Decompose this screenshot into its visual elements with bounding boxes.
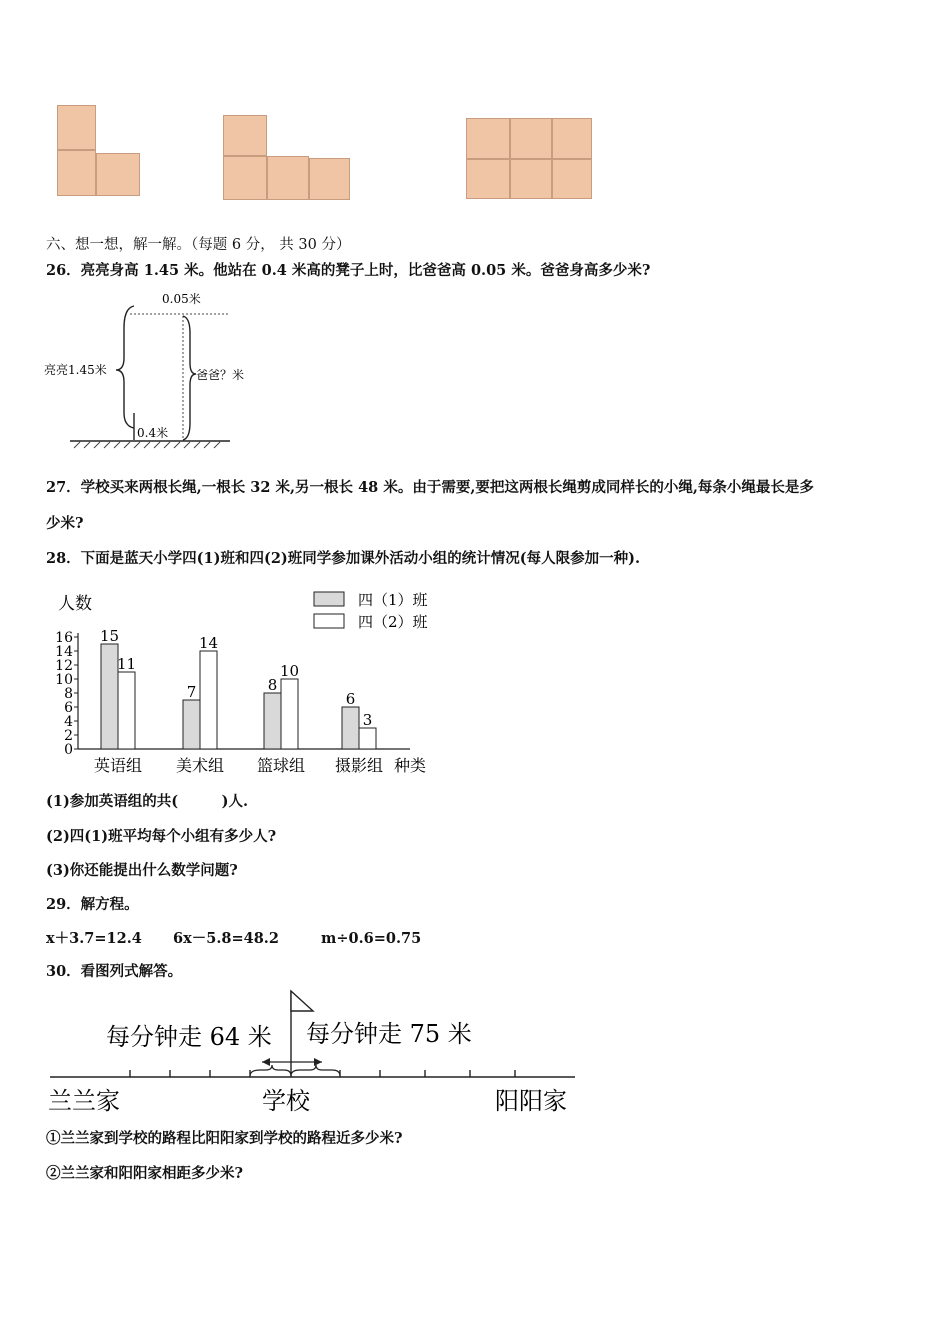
bar xyxy=(118,672,135,749)
liangliang-label: 亮亮1.45米 xyxy=(44,363,107,377)
place-yangyang: 阳阳家 xyxy=(495,1087,567,1115)
bar xyxy=(264,693,281,749)
question-28: 28．下面是蓝天小学四(1)班和四(2)班同学参加课外活动小组的统计情况(每人限参加一种). xyxy=(46,550,641,567)
bar-chart xyxy=(40,585,450,780)
question-30: 30．看图列式解答。 xyxy=(46,963,183,980)
bar-value-label: 6 xyxy=(345,690,356,708)
height-diagram xyxy=(40,288,270,453)
left-brace xyxy=(116,306,134,428)
y-tick-label: 4 xyxy=(64,714,73,730)
bar-value-label: 7 xyxy=(186,683,197,701)
block-square xyxy=(510,159,552,199)
right-brace xyxy=(183,316,196,440)
equation-1: x＋3.7=12.4 xyxy=(46,930,142,947)
bar xyxy=(281,679,298,749)
question-29: 29．解方程。 xyxy=(46,896,139,913)
legend-swatch xyxy=(314,592,344,606)
question-30-sub2: ②兰兰家和阳阳家相距多少米? xyxy=(46,1165,243,1182)
question-30-sub1: ①兰兰家到学校的路程比阳阳家到学校的路程近多少米? xyxy=(46,1130,403,1147)
y-tick-label: 0 xyxy=(64,742,73,758)
place-lanlan: 兰兰家 xyxy=(48,1087,120,1115)
category-label: 篮球组 xyxy=(256,756,306,775)
block-square xyxy=(96,153,140,196)
place-school: 学校 xyxy=(262,1087,310,1115)
question-28-sub2: (2)四(1)班平均每个小组有多少人? xyxy=(46,828,277,845)
block-square xyxy=(57,105,96,150)
legend-label: 四（2）班 xyxy=(358,613,428,631)
legend-label: 四（1）班 xyxy=(358,591,428,609)
question-28-sub1: (1)参加英语组的共( )人. xyxy=(46,793,249,810)
question-27-line1: 27．学校买来两根长绳,一根长 32 米,另一根长 48 米。由于需要,要把这两根长绳剪成同样长的小绳,每条小绳最长是多 xyxy=(46,479,814,496)
block-square xyxy=(466,159,510,199)
equation-3: m÷0.6=0.75 xyxy=(321,930,422,947)
block-square xyxy=(57,150,96,196)
bar-value-label: 15 xyxy=(99,627,120,645)
bar xyxy=(359,728,376,749)
x-axis-label: 种类 xyxy=(394,756,427,775)
stool-label: 0.4米 xyxy=(137,426,169,440)
y-tick-label: 12 xyxy=(55,658,73,674)
bar xyxy=(200,651,217,749)
bar-value-label: 11 xyxy=(116,655,137,673)
category-label: 摄影组 xyxy=(334,756,384,775)
block-square xyxy=(466,118,510,159)
y-tick-label: 10 xyxy=(55,672,73,688)
legend xyxy=(314,591,428,631)
question-26: 26．亮亮身高 1.45 米。他站在 0.4 米高的凳子上时，比爸爸高 0.05 米。爸爸身高多少米? xyxy=(46,262,651,279)
block-square xyxy=(309,158,350,200)
legend-swatch xyxy=(314,614,344,628)
bar xyxy=(101,644,118,749)
question-28-sub3: (3)你还能提出什么数学问题? xyxy=(46,862,238,879)
question-27-line2: 少米? xyxy=(46,515,84,532)
block-square xyxy=(552,159,592,199)
right-brace xyxy=(291,1065,340,1076)
bar-value-label: 14 xyxy=(198,634,219,652)
dad-label: 爸爸？米 xyxy=(196,368,245,382)
arrow-right-icon xyxy=(314,1058,322,1066)
left-speed-label: 每分钟走 64 米 xyxy=(106,1023,272,1051)
bar-value-label: 3 xyxy=(362,711,373,729)
bar-value-label: 8 xyxy=(267,676,278,694)
y-tick-label: 8 xyxy=(64,686,73,702)
category-label: 英语组 xyxy=(93,756,143,775)
y-tick-label: 14 xyxy=(55,644,73,660)
section-heading: 六、想一想，解一解。（每题 6 分， 共 30 分） xyxy=(46,237,351,253)
right-speed-label: 每分钟走 75 米 xyxy=(306,1020,472,1048)
block-square xyxy=(223,156,267,200)
route-diagram xyxy=(40,985,590,1120)
block-square xyxy=(267,156,309,200)
bar-value-label: 10 xyxy=(279,662,300,680)
top-label: 0.05米 xyxy=(162,292,201,306)
ground-hatch xyxy=(74,442,220,448)
y-axis-label: 人数 xyxy=(58,594,92,614)
block-square xyxy=(510,118,552,159)
block-square xyxy=(552,118,592,159)
road-ticks xyxy=(130,1070,515,1077)
category-label: 美术组 xyxy=(175,756,225,775)
y-tick-label: 6 xyxy=(64,700,73,716)
flag-icon xyxy=(291,991,313,1011)
left-brace xyxy=(250,1065,291,1076)
y-tick-label: 16 xyxy=(55,630,73,646)
y-tick-label: 2 xyxy=(64,728,73,744)
bar xyxy=(183,700,200,749)
equation-2: 6x－5.8=48.2 xyxy=(173,930,279,947)
plot-area xyxy=(55,627,410,775)
bar xyxy=(342,707,359,749)
arrow-left-icon xyxy=(262,1058,270,1066)
block-square xyxy=(223,115,267,156)
